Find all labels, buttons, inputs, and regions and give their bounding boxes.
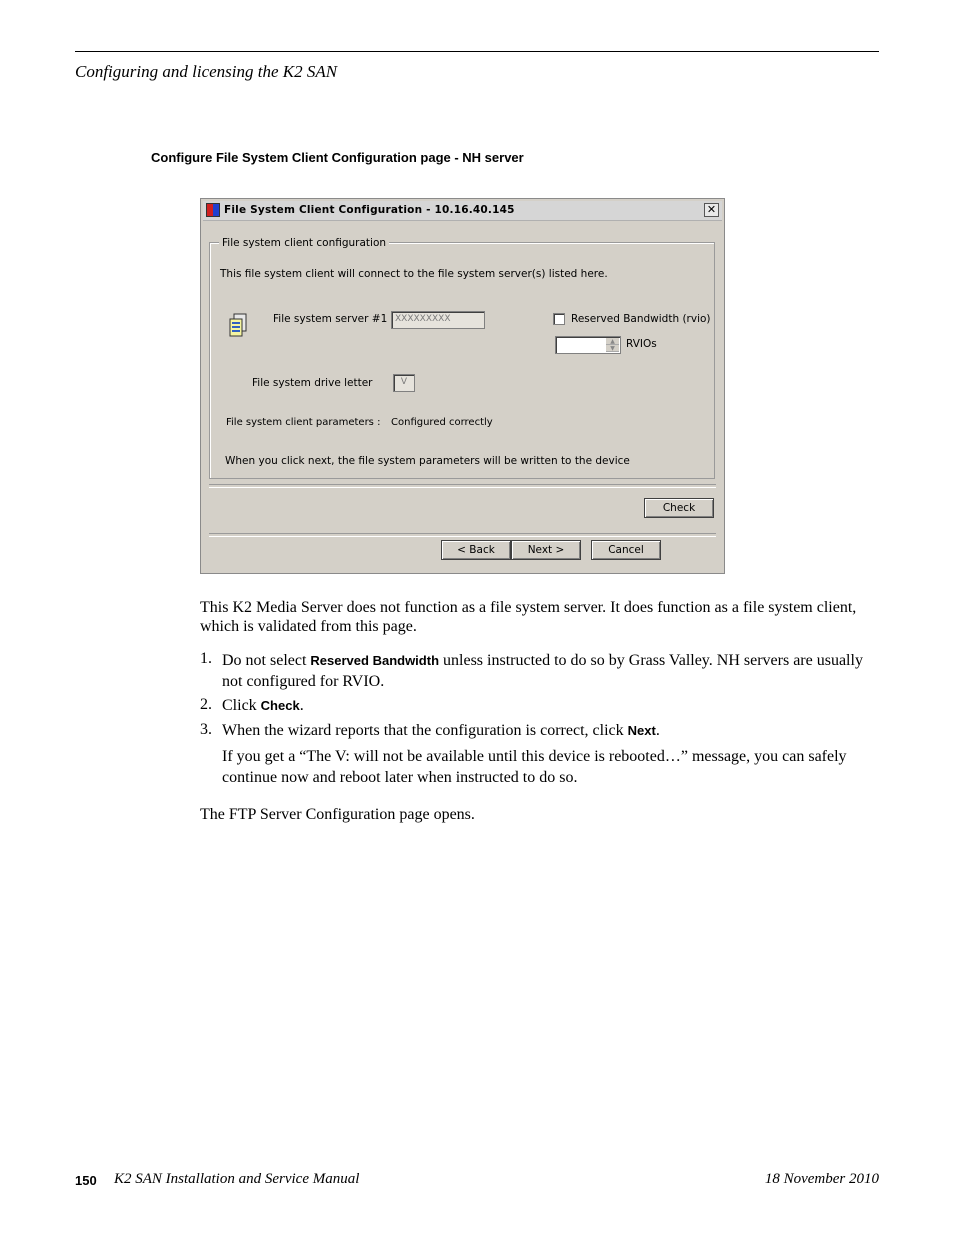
closing-paragraph: The FTP Server Configuration page opens. <box>200 806 475 823</box>
step-3: When the wizard reports that the configuration is correct, click Next. <box>222 722 660 739</box>
step-number: 1. <box>200 650 212 667</box>
group-title: File system client configuration <box>219 237 389 249</box>
reserved-bandwidth-checkbox[interactable] <box>553 313 565 325</box>
stepper-arrows[interactable]: ▲ ▼ <box>606 338 619 352</box>
step-1: Do not select Reserved Bandwidth unless instructed to do so by Grass Valley. NH servers are usually not configured for RVIO. <box>222 652 863 690</box>
rvios-label: RVIOs <box>626 338 657 350</box>
file-server-icon <box>227 313 249 339</box>
reserved-bandwidth-label: Reserved Bandwidth (rvio) <box>571 313 711 325</box>
dialog-titlebar[interactable] <box>203 201 722 221</box>
params-status: Configured correctly <box>391 417 493 428</box>
step-3-note: If you get a “The V: will not be available until this device is rebooted…” message, you can safely continue now and reboot later when instructed to do so. <box>222 748 847 786</box>
separator <box>209 484 716 488</box>
back-button[interactable]: < Back <box>441 540 511 560</box>
close-icon[interactable]: ✕ <box>704 203 719 217</box>
server-label: File system server #1 <box>273 313 388 325</box>
intro-text: This file system client will connect to the file system server(s) listed here. <box>220 268 608 280</box>
figure-caption: Configure File System Client Configuration page - NH server <box>151 150 524 165</box>
next-button[interactable]: Next > <box>511 540 581 560</box>
publication-date: 18 November 2010 <box>764 1171 879 1187</box>
dialog-title: File System Client Configuration - 10.16.40.145 <box>224 204 515 216</box>
page-number: 150 <box>75 1173 97 1188</box>
check-button[interactable]: Check <box>644 498 714 518</box>
drive-letter-field[interactable]: V <box>393 374 415 392</box>
app-icon <box>206 203 220 217</box>
step-2: Click Check. <box>222 697 304 714</box>
ui-term: Next <box>627 723 656 738</box>
separator <box>209 533 716 537</box>
step-number: 3. <box>200 721 212 738</box>
rvios-stepper[interactable] <box>555 336 621 354</box>
cancel-button[interactable]: Cancel <box>591 540 661 560</box>
header-rule <box>75 51 879 52</box>
drive-letter-label: File system drive letter <box>252 377 373 389</box>
write-note: When you click next, the file system parameters will be written to the device <box>225 455 630 467</box>
file-system-client-dialog <box>200 198 725 574</box>
params-label: File system client parameters : <box>226 417 381 428</box>
server-field[interactable]: XXXXXXXXX <box>391 311 485 329</box>
step-number: 2. <box>200 696 212 713</box>
ui-term: Reserved Bandwidth <box>310 653 440 668</box>
manual-title: K2 SAN Installation and Service Manual <box>114 1171 360 1187</box>
ui-term: Check <box>260 698 300 713</box>
running-head: Configuring and licensing the K2 SAN <box>75 62 338 81</box>
intro-paragraph: This K2 Media Server does not function as a file system server. It does function as a file system client, which is validated from this page. <box>200 599 857 635</box>
